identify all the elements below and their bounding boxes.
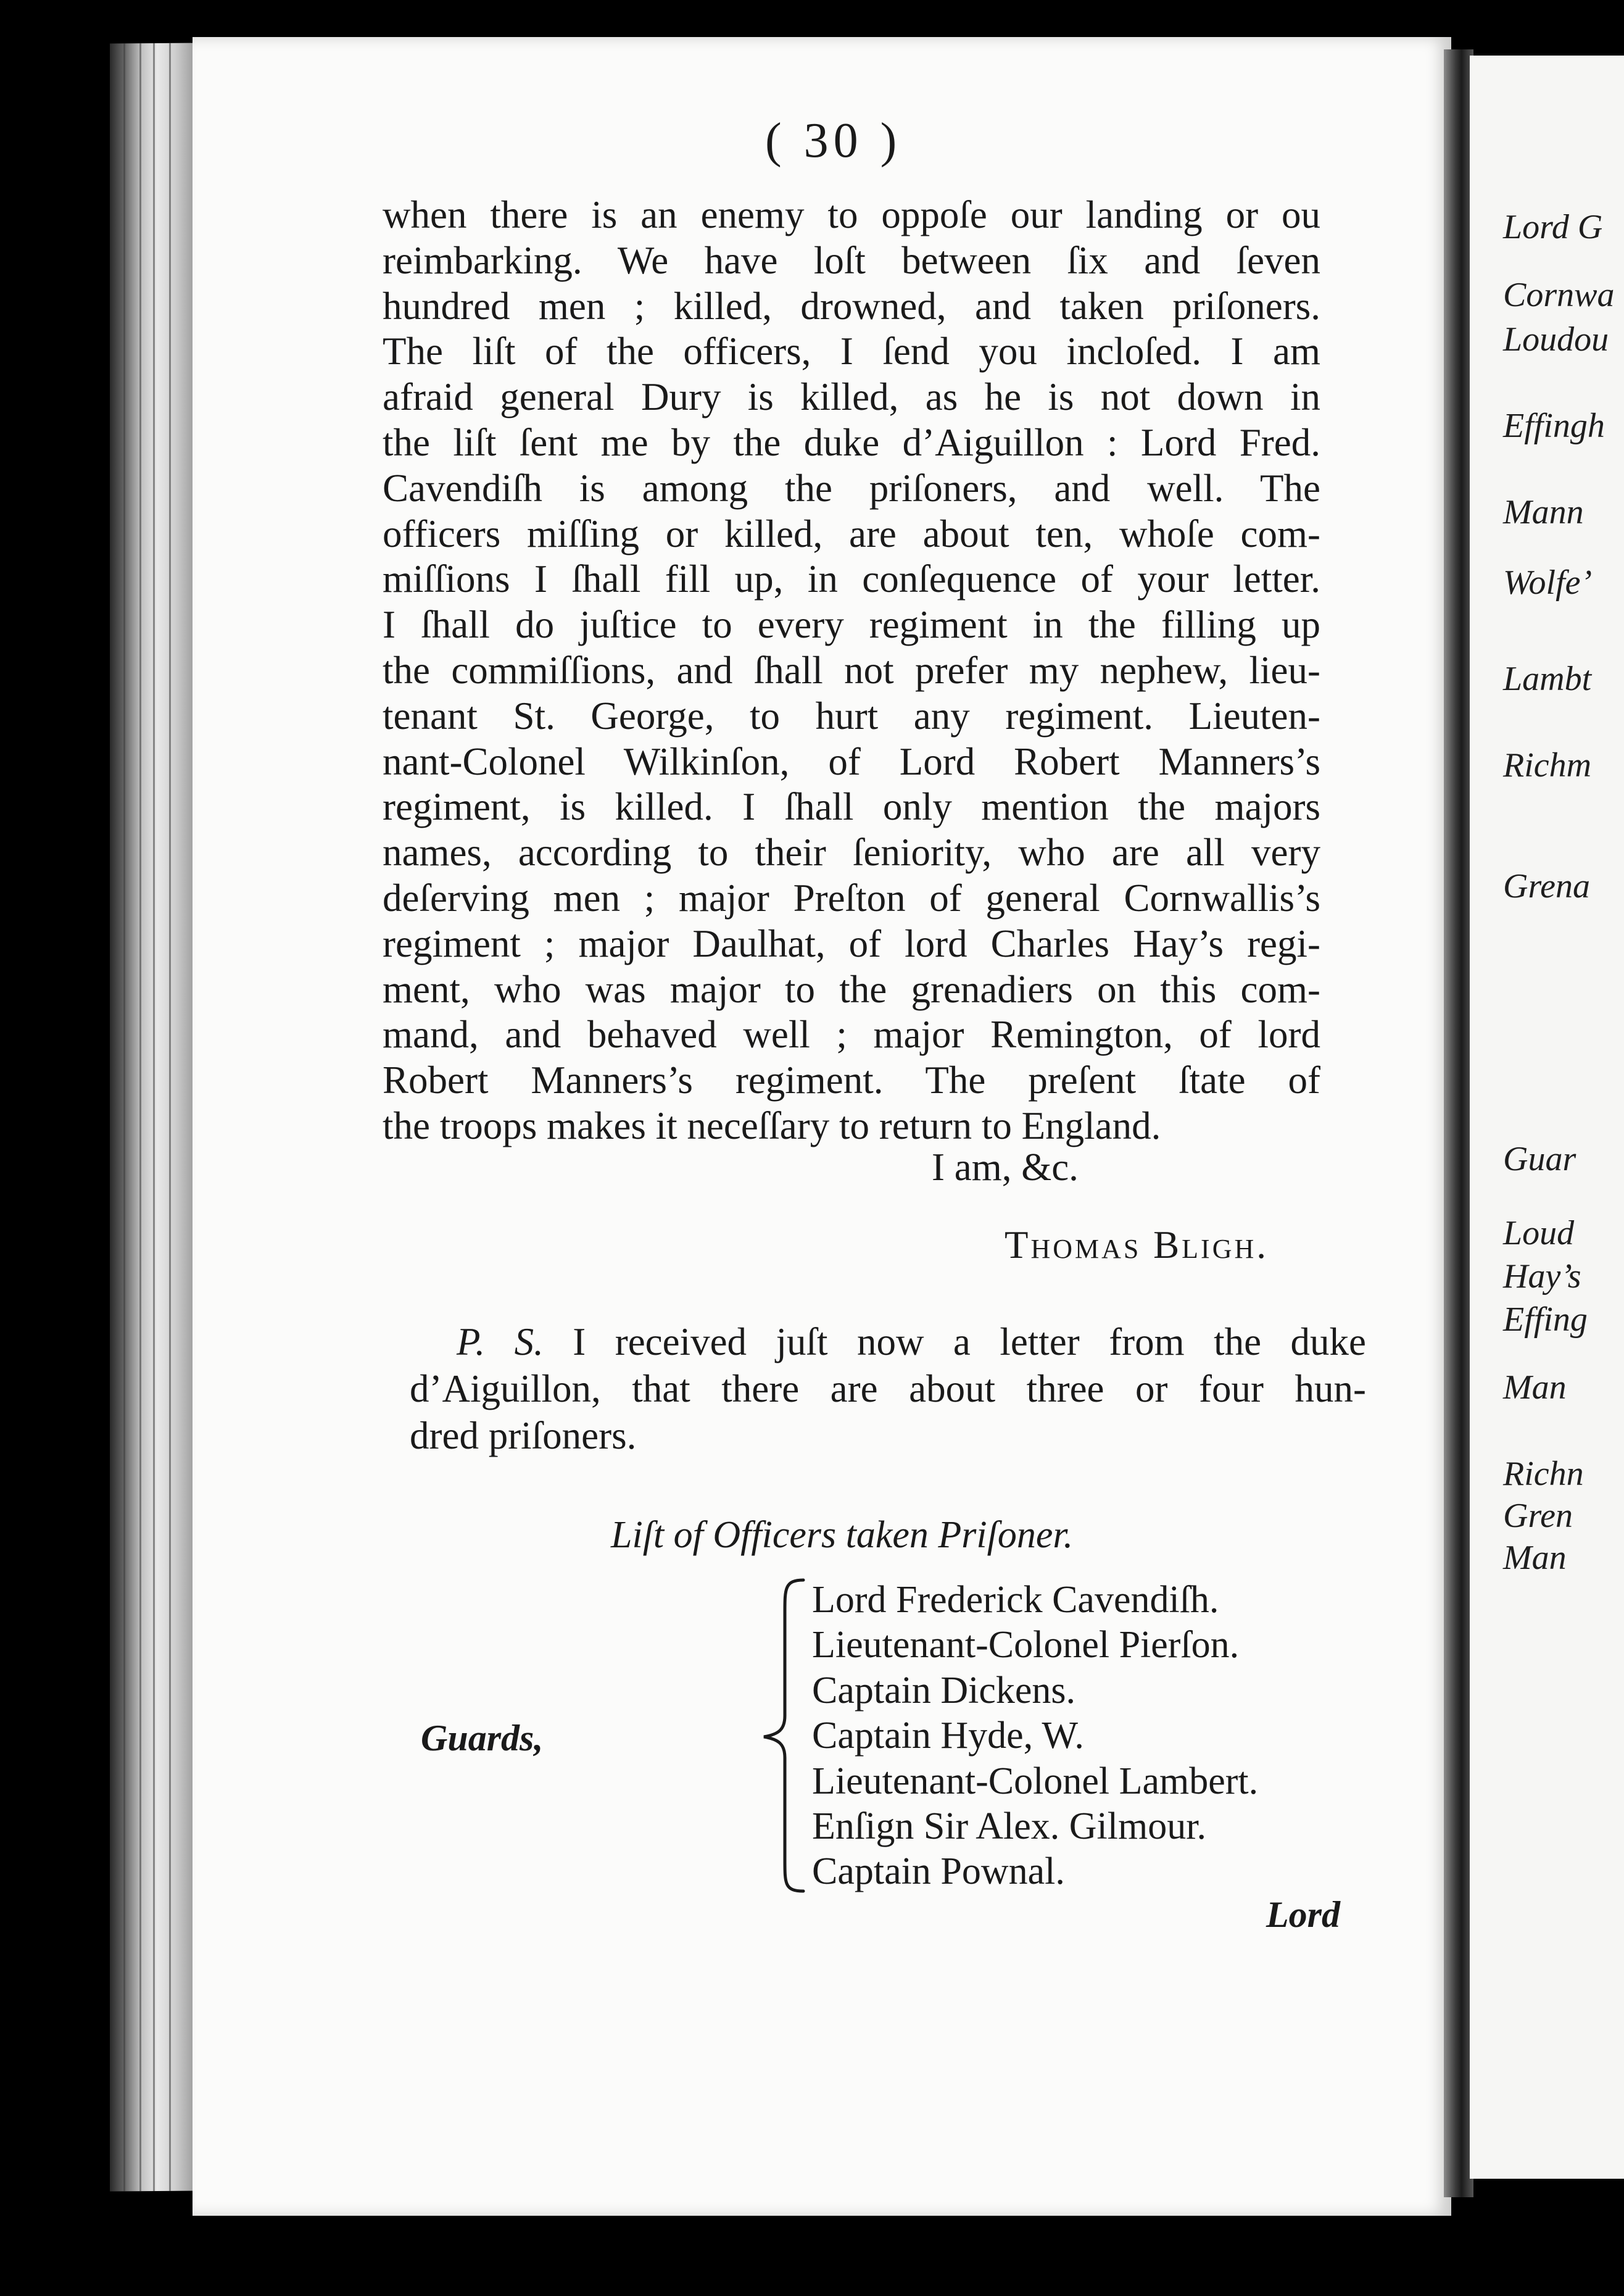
body-line: miſſions I ſhall fill up, in conſequence of your letter. bbox=[383, 557, 1320, 601]
body-line: the liſt ſent me by the duke d’Aiguillon : Lord Fred. bbox=[383, 420, 1320, 464]
body-line: tenant St. George, to hurt any regiment. Lieuten- bbox=[383, 694, 1320, 738]
facing-page-line: Gren bbox=[1503, 1497, 1573, 1535]
book-spine bbox=[110, 43, 196, 2192]
page-number: ( 30 ) bbox=[765, 114, 902, 168]
letter-body bbox=[383, 193, 1320, 1149]
body-line: Robert Manners’s regiment. The preſent ſtate of bbox=[383, 1059, 1320, 1102]
page-gutter bbox=[1444, 49, 1473, 2197]
body-line: regiment, is killed. I ſhall only mention the majors bbox=[383, 785, 1320, 829]
officer-list-item: Enſign Sir Alex. Gilmour. bbox=[812, 1805, 1206, 1848]
facing-page-line: Loudou bbox=[1503, 320, 1609, 359]
body-line: when there is an enemy to oppoſe our landing or ou bbox=[383, 193, 1320, 236]
body-line: mand, and behaved well ; major Remington, of lord bbox=[383, 1013, 1320, 1057]
officer-list-item: Lord Frederick Cavendiſh. bbox=[812, 1579, 1219, 1621]
curly-brace bbox=[753, 1575, 808, 1896]
facing-page-line: Lambt bbox=[1503, 660, 1592, 698]
body-line: officers miſſing or killed, are about ten, whoſe com- bbox=[383, 512, 1320, 555]
body-line: reimbarking. We have loſt between ſix and ſeven bbox=[383, 238, 1320, 282]
guards-label: Guards, bbox=[421, 1718, 544, 1758]
officer-list-item: Lieutenant-Colonel Pierſon. bbox=[812, 1624, 1240, 1666]
postscript-text: I received juſt now a letter from the duke bbox=[573, 1320, 1366, 1363]
facing-page-line: Richm bbox=[1503, 746, 1592, 784]
facing-page-line: Hay’s bbox=[1503, 1257, 1581, 1296]
facing-page-line: Man bbox=[1503, 1368, 1567, 1407]
officer-list-item: Captain Hyde, W. bbox=[812, 1715, 1084, 1757]
body-line: the troops makes it neceſſary to return to England. bbox=[383, 1104, 1161, 1147]
body-line: Cavendiſh is among the priſoners, and well. The bbox=[383, 466, 1320, 510]
body-line: regiment ; major Daulhat, of lord Charles Hay’s regi- bbox=[383, 921, 1320, 965]
catchword: Lord bbox=[1266, 1894, 1340, 1935]
facing-page-line: Wolfe’ bbox=[1503, 564, 1593, 602]
body-line: deſerving men ; major Preſton of general Cornwallis’s bbox=[383, 876, 1320, 920]
facing-page-line: Man bbox=[1503, 1539, 1567, 1577]
postscript-line bbox=[410, 1318, 1366, 1365]
postscript-line: d’Aiguillon, that there are about three or four hun- bbox=[410, 1367, 1366, 1410]
body-line: ment, who was major to the grenadiers on this com- bbox=[383, 967, 1320, 1011]
officer-list-item: Captain Dickens. bbox=[812, 1669, 1076, 1712]
facing-page-line: Effing bbox=[1503, 1300, 1588, 1339]
facing-page-line: Richn bbox=[1503, 1455, 1584, 1493]
body-line: the commiſſions, and ſhall not prefer my nephew, lieu- bbox=[383, 648, 1320, 692]
spine-edge-line bbox=[153, 43, 155, 2191]
facing-page-line: Guar bbox=[1503, 1140, 1576, 1178]
facing-page-line: Cornwa bbox=[1503, 276, 1615, 314]
officer-list bbox=[812, 1578, 1258, 1895]
postscript bbox=[410, 1318, 1366, 1459]
spine-edge-line bbox=[139, 43, 141, 2191]
spine-edge-line bbox=[169, 43, 171, 2191]
letter-signature: Thomas Bligh. bbox=[1005, 1223, 1269, 1267]
body-line: nant-Colonel Wilkinſon, of Lord Robert Manners’s bbox=[383, 739, 1320, 783]
postscript-line: dred priſoners. bbox=[410, 1414, 637, 1457]
facing-page-line: Grena bbox=[1503, 867, 1591, 905]
facing-page-line: Loud bbox=[1503, 1214, 1575, 1252]
body-line: names, according to their ſeniority, who are all very bbox=[383, 831, 1320, 875]
officer-list-item: Lieutenant-Colonel Lambert. bbox=[812, 1760, 1259, 1802]
facing-page bbox=[1470, 56, 1624, 2179]
body-line: afraid general Dury is killed, as he is not down in bbox=[383, 375, 1320, 419]
body-line: The liſt of the officers, I ſend you incloſed. I am bbox=[383, 330, 1320, 373]
facing-page-line: Mann bbox=[1503, 493, 1584, 531]
body-line: I ſhall do juſtice to every regiment in the filling up bbox=[383, 603, 1320, 647]
facing-page-line: Effingh bbox=[1503, 407, 1605, 445]
officer-list-item: Captain Pownal. bbox=[812, 1850, 1065, 1893]
postscript-label: P. S. bbox=[457, 1320, 544, 1363]
facing-page-line: Lord G bbox=[1503, 208, 1603, 246]
officer-list-heading: Liſt of Officers taken Priſoner. bbox=[611, 1514, 1074, 1556]
letter-closing: I am, &c. bbox=[932, 1146, 1079, 1189]
spine-edge-line bbox=[123, 43, 125, 2191]
body-line: hundred men ; killed, drowned, and taken priſoners. bbox=[383, 284, 1320, 328]
